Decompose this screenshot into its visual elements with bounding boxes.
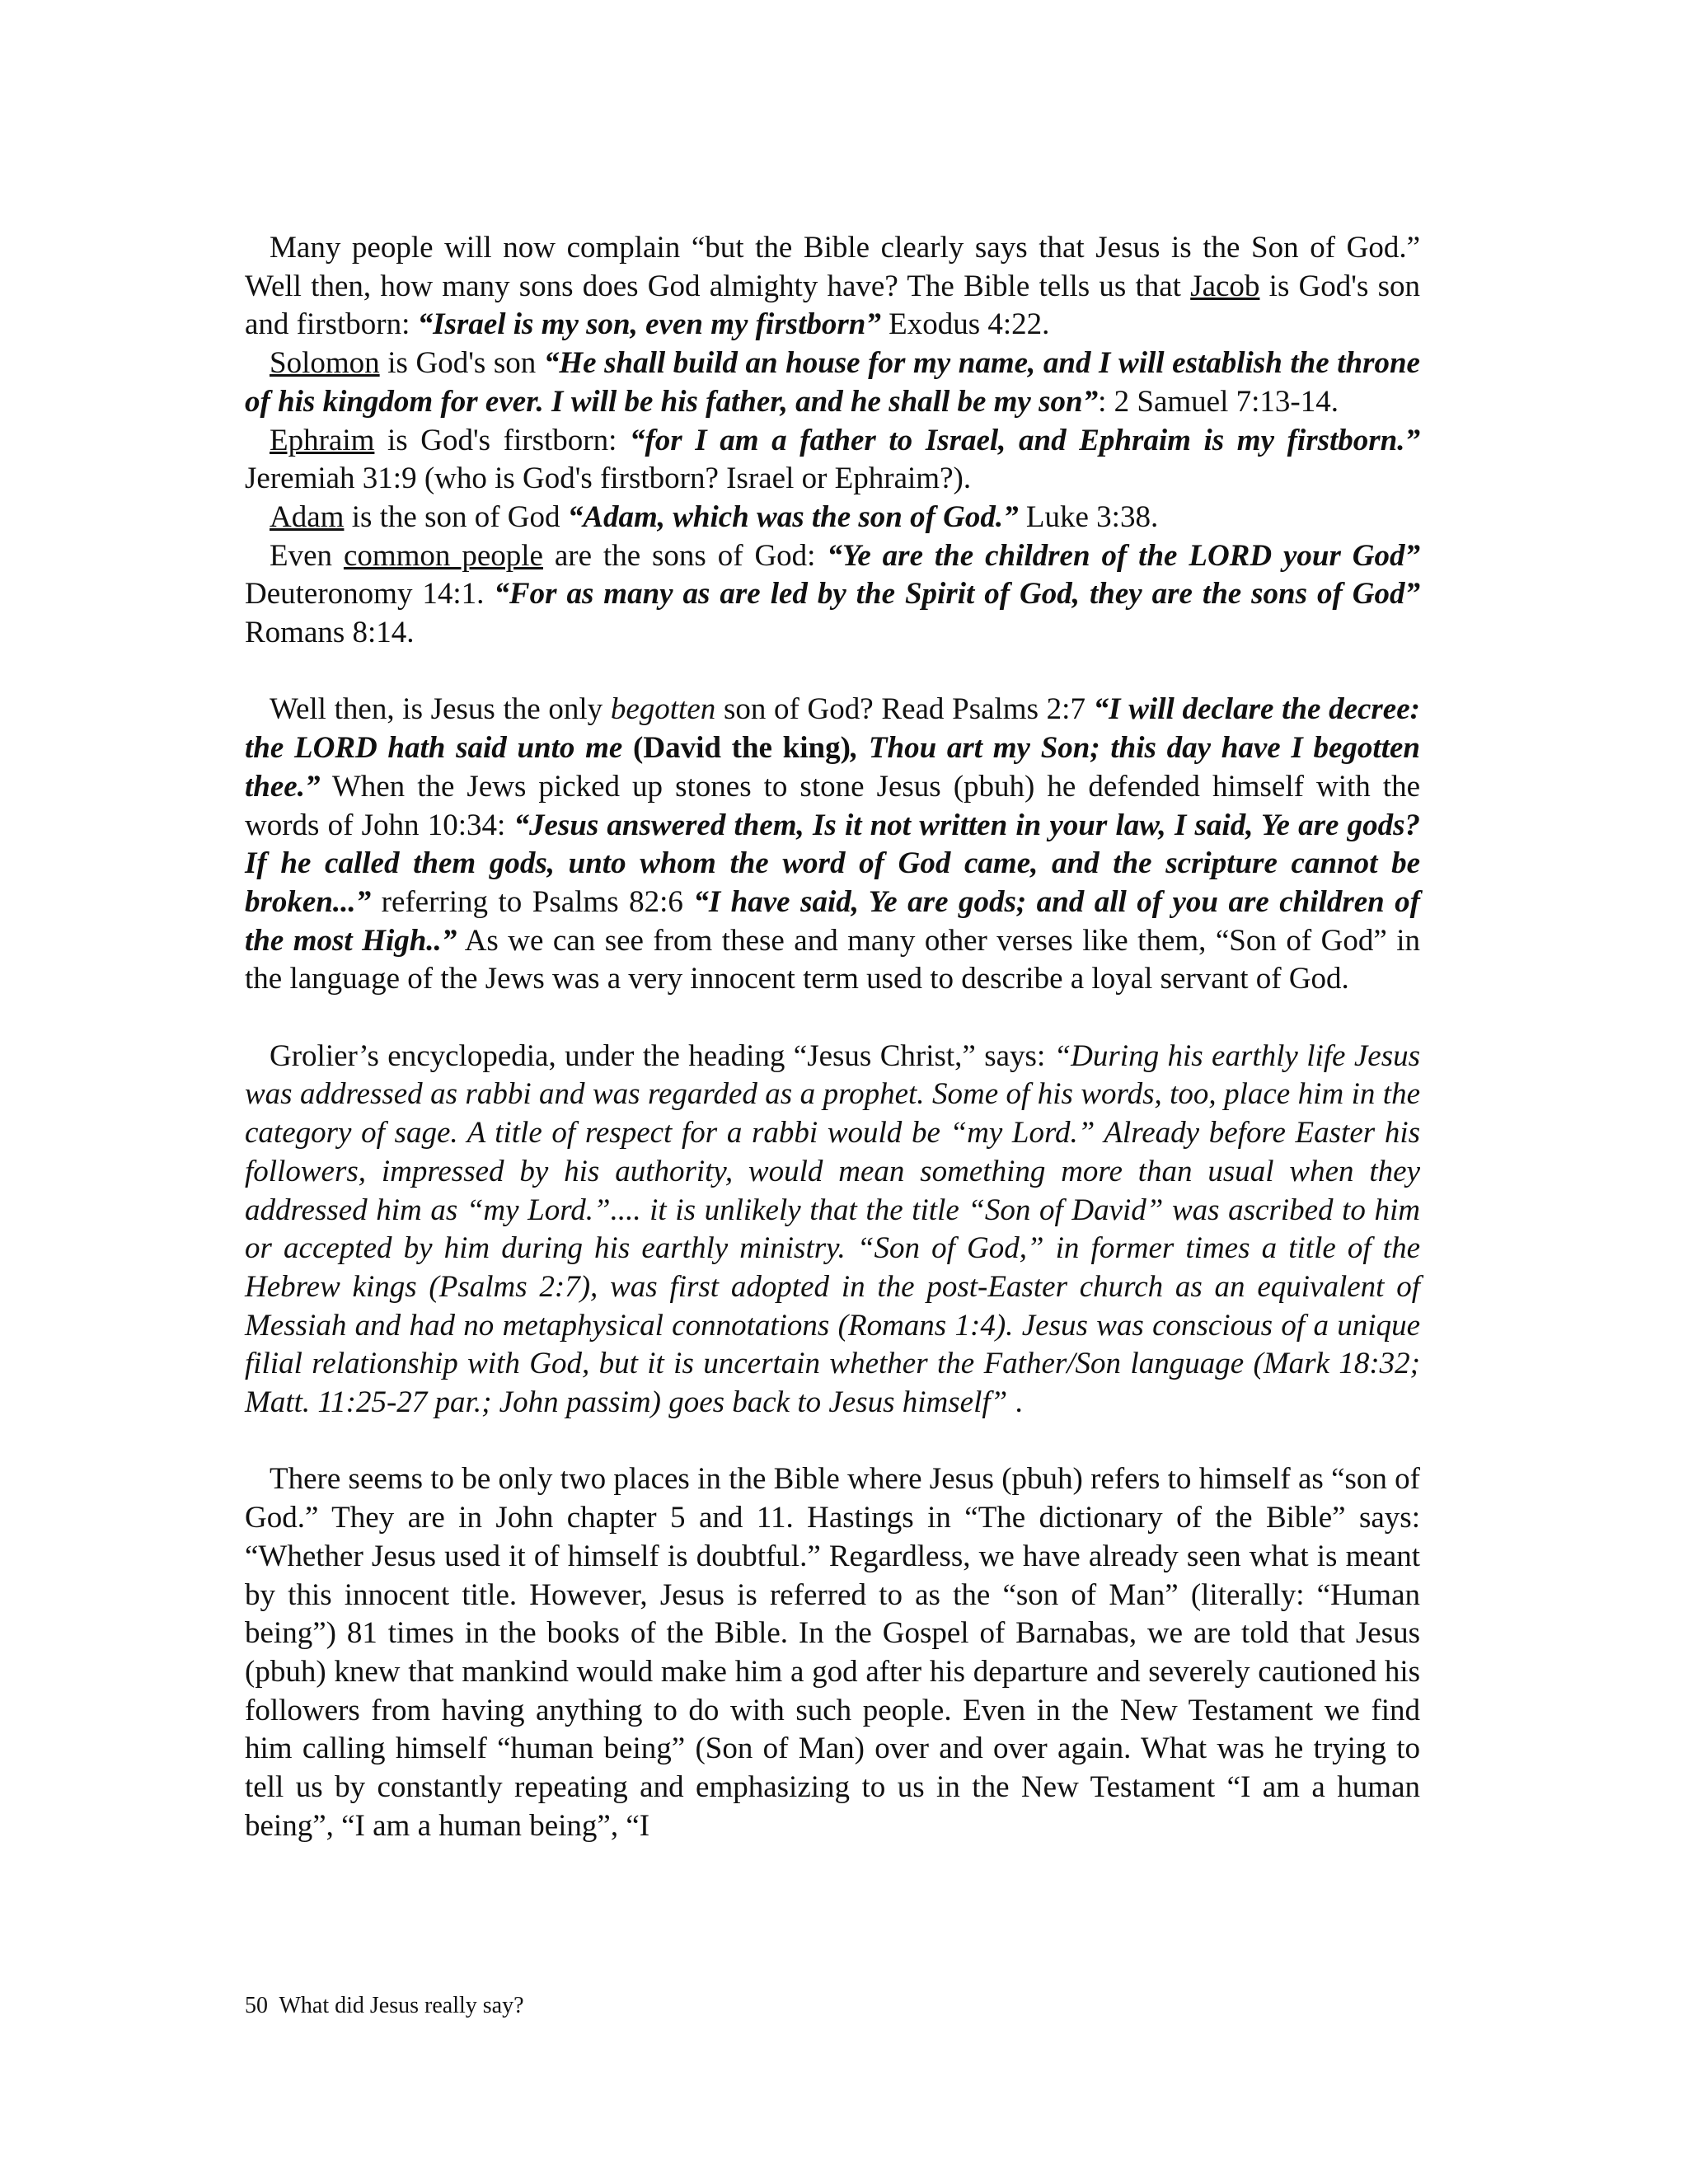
text-run: son of God? Read Psalms 2:7 [715,692,1094,727]
scripture-quote: “He shall build an house for my name, and I will establish the throne of his kingdom for ever. I will be his father, and he shall be my son” [245,346,1420,419]
text-run: Many people will now complain “but the Bible clearly says that Jesus is the Son of God.” Well then, how many sons does God almighty have? The Bible tells us that [245,231,1420,303]
page-footer [245,1993,524,2019]
scripture-reference: : 2 Samuel 7:13-14. [1098,384,1339,419]
scripture-quote: “I have said, Ye are gods; and all of you are children of the most High..” [245,884,1420,958]
paragraph-spacer [245,1422,1420,1461]
scripture-quote: “Adam, which was the son of God.” [567,499,1019,534]
italic-word: begotten [610,692,716,727]
scripture-quote: , Thou art my Son; this day have I begotten thee.” [245,731,1420,804]
underlined-name-common-people: common people [343,538,543,573]
text-run: are the sons of God: [542,538,828,573]
text-run: is the son of God [344,499,568,534]
scripture-quote: “Jesus answered them, Is it not written in your law, I said, Ye are gods? If he called them gods, unto whom the word of God came, and the scripture cannot be broken...” [245,808,1420,919]
text-run: referring to Psalms 82:6 [371,884,694,919]
scripture-reference: Exodus 4:22. [880,307,1050,342]
scripture-reference: Romans 8:14. [245,616,415,650]
text-run: Well then, is Jesus the only [270,692,611,727]
text-run: Grolier’s encyclopedia, under the heading “Jesus Christ,” says: [270,1038,1054,1073]
paragraph-begotten [245,691,1420,999]
underlined-name-ephraim: Ephraim [270,423,375,457]
paragraph-common-people [245,537,1420,653]
scripture-quote: “Ye are the children of the LORD your God” [827,538,1420,573]
text-run: is God's son and firstborn: [245,269,1420,342]
scripture-reference: Jeremiah 31:9 (who is God's firstborn? Israel or Ephraim?). [245,462,972,496]
text-run: As we can see from these and many other verses like them, “Son of God” in the language of the Jews was a very innocent term used to describe a loyal servant of God. [245,923,1420,996]
text-run: . [1007,1385,1023,1420]
underlined-name-jacob: Jacob [1190,269,1260,303]
paragraph-solomon [245,344,1420,421]
paragraph-spacer [245,999,1420,1038]
paragraph-grolier [245,1038,1420,1422]
page-body [245,229,1420,1845]
scripture-reference: Luke 3:38. [1018,499,1159,534]
scripture-quote: “I will declare the decree: the LORD hath said unto me [245,692,1420,766]
encyclopedia-quote: “During his earthly life Jesus was addressed as rabbi and was regarded as a prophet. Some of his words, too, place him in the category of sage. A title of respect for a rabbi would be “my Lord.” Already before Easter his followers, impressed by his authority, would mean something more than usual when they addressed him as “my Lord.”.... it is unlikely that the title “Son of David” was ascribed to him or accepted by him during his earthly ministry. “Son of God,” in former times a title of the Hebrew kings (Psalms 2:7), was first adopted in the post-Easter church as an equivalent of Messiah and had no metaphysical connotations (Romans 1:4). Jesus was conscious of a unique filial relationship with God, but it is uncertain whether the Father/Son language (Mark 18:32; Matt. 11:25-27 par.; John passim) goes back to Jesus himself” [245,1038,1420,1420]
book-title: What did Jesus really say? [279,1993,524,2018]
underlined-name-solomon: Solomon [270,346,380,381]
paragraph-ephraim [245,422,1420,499]
text-run: Even [270,538,344,573]
text-run: is God's son [379,346,544,381]
text-run: When the Jews picked up stones to stone Jesus (pbuh) he defended himself with the words of John 10:34: [245,769,1420,842]
paragraph-spacer [245,653,1420,691]
scripture-quote: “Israel is my son, even my firstborn” [417,307,881,342]
scripture-quote: “for I am a father to Israel, and Ephraim is my firstborn.” [629,423,1421,457]
text-run: is God's firstborn: [374,423,630,457]
scripture-quote: “For as many as are led by the Spirit of God, they are the sons of God” [494,577,1420,612]
paragraph-adam [245,499,1420,537]
page-number: 50 [245,1993,268,2018]
bold-note: (David the king) [622,731,851,766]
underlined-name-adam: Adam [270,499,345,534]
paragraph-son-of-man: There seems to be only two places in the Bible where Jesus (pbuh) refers to himself as “son of God.” They are in John chapter 5 and 11. Hastings in “The dictionary of the Bible” says: “Whether Jesus used it of himself is doubtful.” Regardless, we have already seen what is meant by this innocent title. However, Jesus is referred to as the “son of Man” (literally: “Human being”) 81 times in the books of the Bible. In the Gospel of Barnabas, we are told that Jesus (pbuh) knew that mankind would make him a god after his departure and severely cautioned his followers from having anything to do with such people. Even in the New Testament we find him calling himself “human being” (Son of Man) over and over again. What was he trying to tell us by constantly repeating and emphasizing to us in the New Testament “I am a human being”, “I am a human being”, “I [245,1462,1420,1843]
scripture-reference: Deuteronomy 14:1. [245,577,495,612]
paragraph-sons-of-god-intro [245,229,1420,344]
